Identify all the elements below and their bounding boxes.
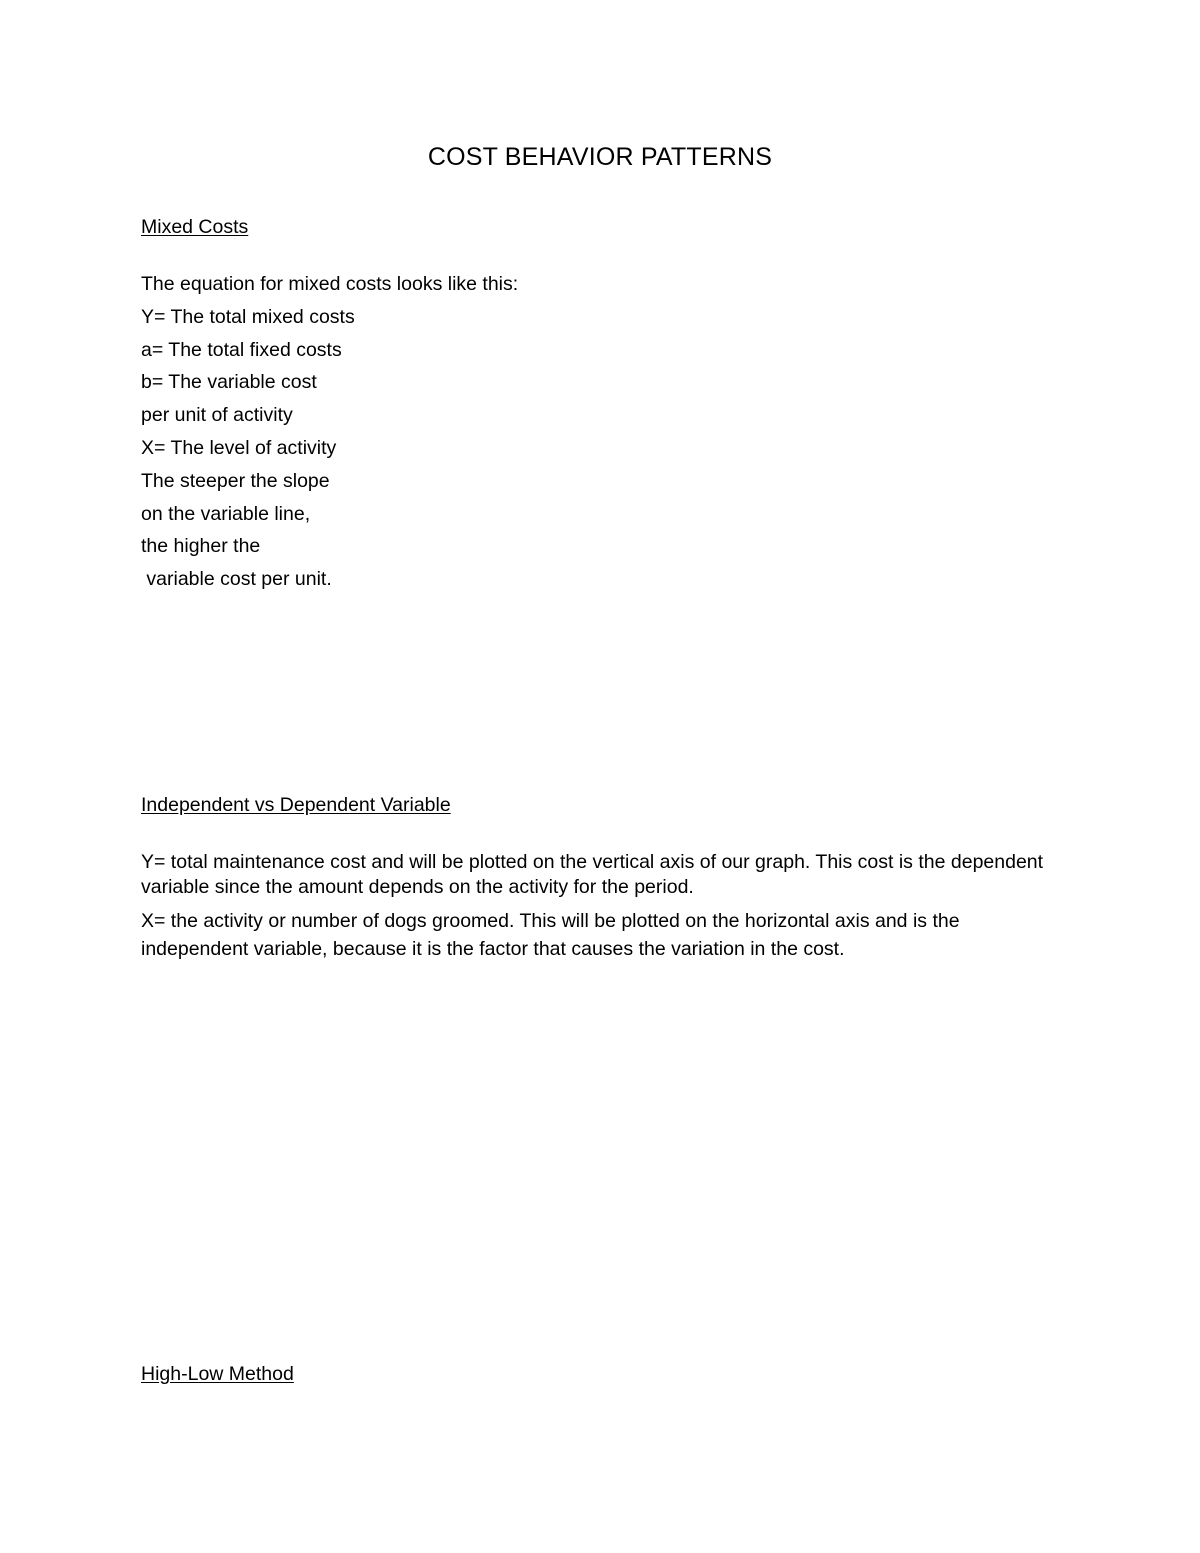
page-title: COST BEHAVIOR PATTERNS xyxy=(427,143,773,171)
text-line: The equation for mixed costs looks like this: xyxy=(141,273,519,295)
text-line: b= The variable cost xyxy=(141,371,317,394)
section-heading-independent-vs-dependent: Independent vs Dependent Variable xyxy=(141,794,451,816)
text-line: X= The level of activity xyxy=(141,436,337,459)
text-line: per unit of activity xyxy=(141,404,293,427)
paragraph-dependent-variable: Y= total maintenance cost and will be plotted on the vertical axis of our graph. This cost is the dependent variable since the amount depends on the activity for the period. xyxy=(141,851,1044,898)
text-line: variable cost per unit. xyxy=(141,568,332,591)
text-line: a= The total fixed costs xyxy=(141,338,342,361)
text-line: The steeper the slope xyxy=(141,469,330,492)
text-line: on the variable line, xyxy=(141,502,311,525)
text-line: the higher the xyxy=(141,535,261,558)
text-line: Y= The total mixed costs xyxy=(141,305,355,328)
section-heading-high-low-method: High-Low Method xyxy=(141,1363,294,1385)
paragraph-independent-variable: X= the activity or number of dogs groomed. This will be plotted on the horizontal axis and is the independent variable, because it is the factor that causes the variation in the cost. xyxy=(141,910,960,960)
section-heading-mixed-costs: Mixed Costs xyxy=(141,216,249,238)
mixed-costs-lines xyxy=(141,271,518,599)
